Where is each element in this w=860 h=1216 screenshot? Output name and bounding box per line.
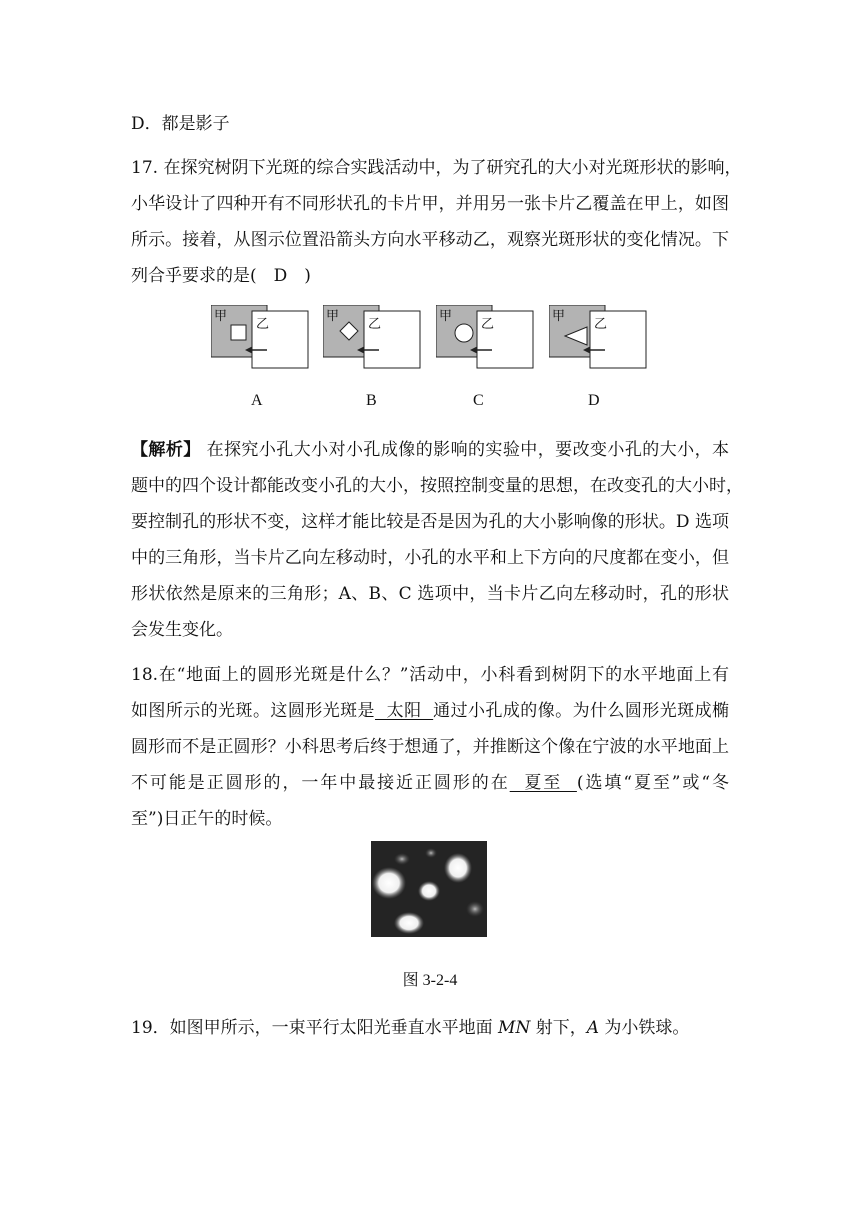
figure-label-d: D	[588, 392, 600, 409]
figure-caption: 图 3-2-4	[402, 972, 458, 989]
card-jia-label: 甲	[326, 309, 340, 324]
card-jia-label: 甲	[214, 309, 228, 324]
option-d: D．都是影子	[131, 114, 230, 134]
card-yi-label: 乙	[256, 317, 270, 332]
q18-line-2	[131, 699, 729, 723]
q18-line-4	[131, 771, 729, 795]
card-jia-label: 甲	[439, 309, 453, 324]
q19-text-mid: 射下，	[530, 1018, 587, 1038]
circle-hole	[455, 324, 473, 342]
analysis-text-1: 在探究小孔大小对小孔成像的影响的实验中，要改变小孔的大小，本	[206, 440, 730, 460]
q19-line-1	[131, 1016, 689, 1040]
q18-text-2b: 通过小孔成的像。为什么圆形光斑成椭	[433, 701, 730, 721]
q18-text-4b: (选填“夏至”或“冬	[576, 773, 729, 793]
q19-text-pre: 19．如图甲所示，一束平行太阳光垂直水平地面	[131, 1018, 499, 1038]
q19-a: A	[586, 1018, 600, 1038]
analysis-line-1	[131, 438, 729, 462]
light-spots-photo	[371, 841, 487, 937]
q17-line-4: 列合乎要求的是( D )	[131, 266, 311, 286]
q17-line-1: 17. 在探究树阴下光斑的综合实践活动中，为了研究孔的大小对光斑形状的影响，	[131, 158, 742, 178]
card-yi-label: 乙	[368, 317, 382, 332]
answer-blank-sun: 太阳	[374, 701, 434, 721]
analysis-line-3: 要控制孔的形状不变，这样才能比较是否是因为孔的大小影响像的形状。D 选项	[131, 512, 729, 532]
figure-a	[211, 305, 309, 369]
analysis-line-4: 中的三角形，当卡片乙向左移动时，小孔的水平和上下方向的尺度都在变小，但	[131, 548, 729, 568]
analysis-tag: 【解析】	[131, 440, 201, 460]
figure-label-a: A	[251, 392, 263, 409]
figure-b	[323, 305, 421, 369]
analysis-line-5: 形状依然是原来的三角形；A、B、C 选项中，当卡片乙向左移动时，孔的形状	[131, 584, 729, 604]
q17-line-2: 小华设计了四种开有不同形状孔的卡片甲，并用另一张卡片乙覆盖在甲上，如图	[131, 194, 729, 214]
analysis-line-6: 会发生变化。	[131, 620, 233, 640]
q19-mn: MN	[498, 1018, 531, 1038]
analysis-line-2: 题中的四个设计都能改变小孔的大小，按照控制变量的思想，在改变孔的大小时，	[131, 476, 743, 496]
card-jia-label: 甲	[552, 309, 566, 324]
q19-text-post: 为小铁球。	[599, 1018, 690, 1038]
q17-line-3: 所示。接着，从图示位置沿箭头方向水平移动乙，观察光斑形状的变化情况。下	[131, 230, 729, 250]
q18-line-1: 18.在“地面上的圆形光斑是什么？”活动中，小科看到树阴下的水平地面上有	[131, 665, 729, 685]
card-yi-label: 乙	[594, 317, 608, 332]
q18-line-5: 至”)日正午的时候。	[131, 809, 283, 829]
answer-blank-solstice: 夏至	[509, 773, 577, 793]
figure-c	[436, 305, 534, 369]
figure-label-c: C	[473, 392, 484, 409]
q18-text-2a: 如图所示的光斑。这圆形光斑是	[131, 701, 375, 721]
square-hole	[231, 325, 246, 340]
figure-d	[549, 305, 647, 369]
card-yi-label: 乙	[481, 317, 495, 332]
q18-text-4a: 不可能是正圆形的，一年中最接近正圆形的在	[131, 773, 510, 793]
figure-label-b: B	[366, 392, 377, 409]
q18-line-3: 圆形而不是正圆形？小科思考后终于想通了，并推断这个像在宁波的水平地面上	[131, 737, 729, 757]
